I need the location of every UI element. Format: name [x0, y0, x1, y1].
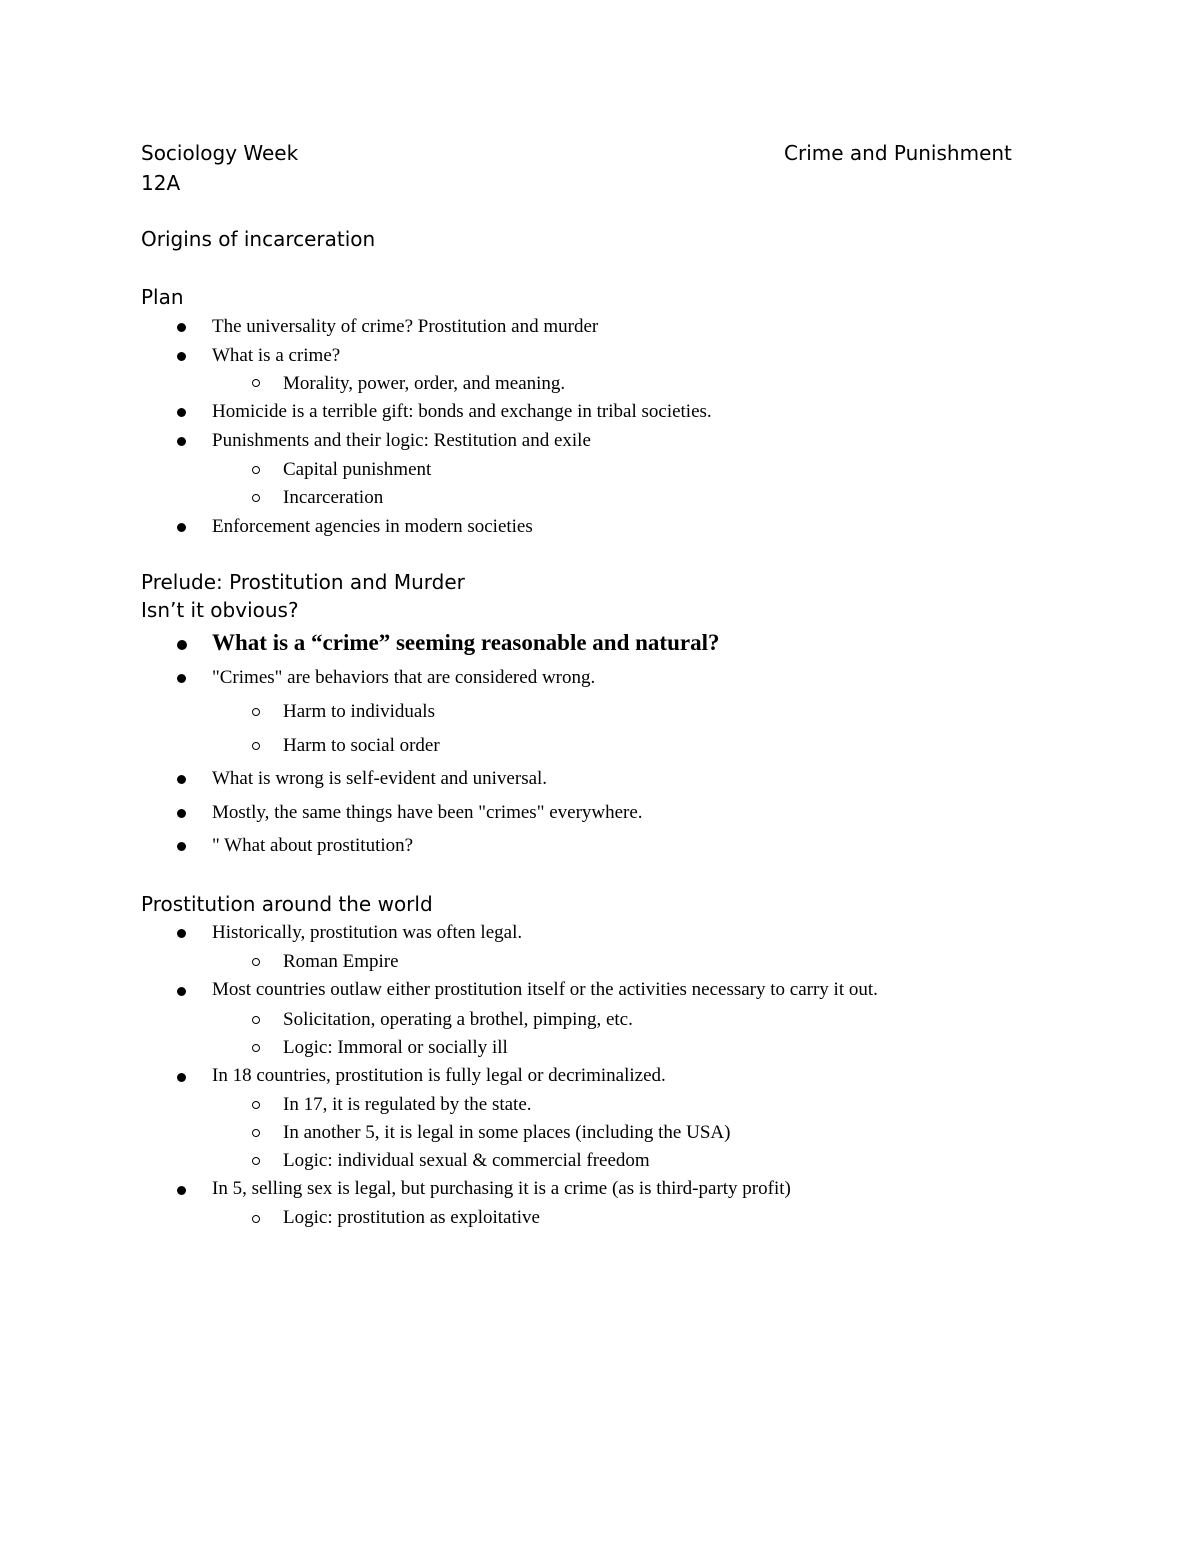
list-item: In 18 countries, prostitution is fully legal or decriminalized.	[212, 1065, 666, 1086]
sub-bullet-icon	[252, 1016, 260, 1024]
sub-list-item: Harm to individuals	[283, 701, 435, 722]
sub-list-item: Incarceration	[283, 487, 384, 508]
list-item: Homicide is a terrible gift: bonds and exchange in tribal societies.	[212, 401, 712, 422]
sub-list-item: Logic: Immoral or socially ill	[283, 1037, 508, 1058]
sub-list-item: In 17, it is regulated by the state.	[283, 1094, 532, 1115]
bullet-icon	[177, 1073, 186, 1082]
bullet-icon	[177, 674, 186, 683]
list-item: What is wrong is self-evident and universal.	[212, 768, 548, 789]
list-item: Most countries outlaw either prostitution itself or the activities necessary to carry it out.	[212, 979, 878, 1000]
bullet-icon	[177, 408, 186, 417]
sub-list-item: Morality, power, order, and meaning.	[283, 373, 566, 394]
bullet-icon	[177, 352, 186, 361]
bullet-icon	[177, 987, 186, 996]
bullet-icon	[177, 842, 186, 851]
bullet-icon	[177, 437, 186, 446]
sub-list-item: Roman Empire	[283, 951, 399, 972]
sub-bullet-icon	[252, 466, 260, 474]
list-item: " What about prostitution?	[212, 835, 414, 856]
list-item: Mostly, the same things have been "crimes" everywhere.	[212, 802, 643, 823]
sub-bullet-icon	[252, 1129, 260, 1137]
sub-list-item: In another 5, it is legal in some places (including the USA)	[283, 1122, 731, 1143]
bullet-icon	[177, 523, 186, 532]
sub-list-item: Solicitation, operating a brothel, pimping, etc.	[283, 1009, 633, 1030]
document-topic: Crime and Punishment	[784, 141, 1012, 165]
list-item: Punishments and their logic: Restitution and exile	[212, 430, 591, 451]
sub-list-item: Logic: prostitution as exploitative	[283, 1207, 540, 1228]
list-item: The universality of crime? Prostitution and murder	[212, 316, 599, 337]
sub-bullet-icon	[252, 494, 260, 502]
bullet-icon	[177, 809, 186, 818]
bullet-icon	[177, 775, 186, 784]
list-item: "Crimes" are behaviors that are considered wrong.	[212, 667, 596, 688]
sub-bullet-icon	[252, 379, 260, 387]
sub-bullet-icon	[252, 742, 260, 750]
bullet-icon	[177, 929, 186, 938]
list-item-emphasis: What is a “crime” seeming reasonable and natural?	[212, 630, 720, 655]
sub-bullet-icon	[252, 1044, 260, 1052]
section-heading-origins: Origins of incarceration	[141, 227, 376, 251]
list-item: Historically, prostitution was often legal.	[212, 922, 523, 943]
document-title: Sociology Week	[141, 141, 299, 165]
sub-bullet-icon	[252, 958, 260, 966]
document-title-line-2: 12A	[141, 171, 181, 195]
section-subheading-prelude: Isn’t it obvious?	[141, 598, 299, 622]
sub-list-item: Capital punishment	[283, 459, 432, 480]
bullet-icon	[177, 1186, 186, 1195]
list-item: What is a crime?	[212, 345, 341, 366]
section-heading-plan: Plan	[141, 285, 184, 309]
section-heading-prelude: Prelude: Prostitution and Murder	[141, 570, 465, 594]
section-heading-world: Prostitution around the world	[141, 892, 433, 916]
bullet-icon	[177, 323, 186, 332]
sub-list-item: Logic: individual sexual & commercial freedom	[283, 1150, 650, 1171]
sub-bullet-icon	[252, 1157, 260, 1165]
sub-bullet-icon	[252, 1215, 260, 1223]
list-item: Enforcement agencies in modern societies	[212, 516, 533, 537]
sub-bullet-icon	[252, 1101, 260, 1109]
sub-list-item: Harm to social order	[283, 735, 440, 756]
bullet-icon	[177, 640, 187, 650]
sub-bullet-icon	[252, 708, 260, 716]
list-item: In 5, selling sex is legal, but purchasing it is a crime (as is third-party profit)	[212, 1178, 791, 1199]
